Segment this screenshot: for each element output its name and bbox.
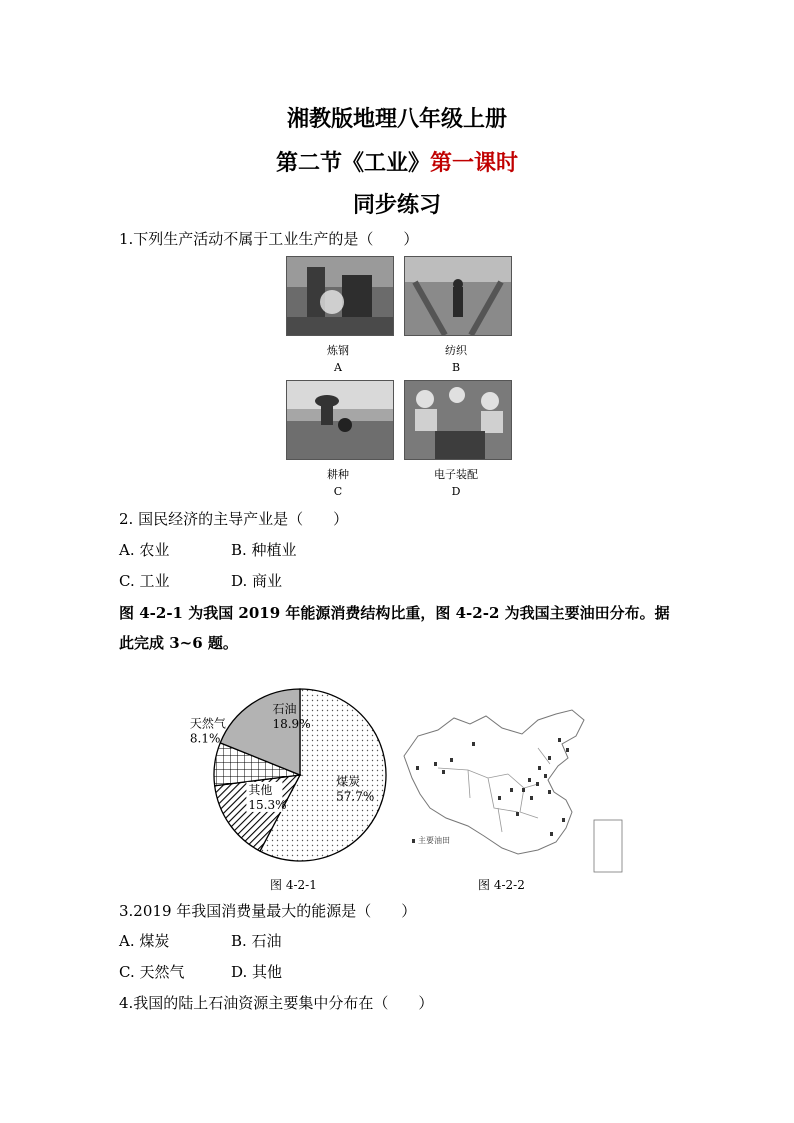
- q2-option-c: C. 工业: [119, 572, 170, 590]
- q3-option-b: B. 石油: [231, 932, 282, 950]
- intro-line-2: 此完成 3~6 题。: [119, 634, 238, 652]
- title-lesson: 第一课时: [430, 150, 519, 176]
- textile-photo: [404, 256, 512, 336]
- electronics-assembly-photo: [404, 380, 512, 460]
- question-4: 4.我国的陆上石油资源主要集中分布在（ ）: [119, 994, 434, 1012]
- question-2: 2. 国民经济的主导产业是（ ）: [119, 510, 349, 528]
- image-c-label: 耕种: [327, 468, 349, 481]
- doc-title-line1: 湘教版地理八年级上册: [286, 106, 507, 132]
- pie-label-其他: 其他: [248, 782, 273, 797]
- pie-value-煤炭: 57.7%: [336, 789, 375, 804]
- pie-label-天然气: 天然气: [189, 716, 226, 731]
- image-a-letter: A: [334, 361, 342, 374]
- farming-photo: [286, 380, 394, 460]
- q3-option-c: C. 天然气: [119, 963, 185, 981]
- pie-value-其他: 15.3%: [248, 797, 287, 812]
- question-3: 3.2019 年我国消费量最大的能源是（ ）: [119, 902, 417, 920]
- image-a-label: 炼钢: [327, 344, 349, 357]
- energy-pie-chart: [160, 678, 400, 878]
- map-legend: 主要油田: [418, 836, 450, 845]
- image-b-label: 纺织: [445, 344, 467, 357]
- q2-option-b: B. 种植业: [231, 541, 297, 559]
- image-d-label: 电子装配: [434, 468, 478, 481]
- q3-option-a: A. 煤炭: [119, 932, 170, 950]
- q2-option-a: A. 农业: [119, 541, 170, 559]
- pie-chart-caption: 图 4-2-1: [270, 878, 317, 892]
- image-c-letter: C: [333, 485, 343, 498]
- pie-value-石油: 18.9%: [272, 717, 311, 732]
- pie-label-石油: 石油: [272, 702, 297, 717]
- steelmaking-photo: [286, 256, 394, 336]
- question-1: 1.下列生产活动不属于工业生产的是（ ）: [119, 230, 419, 248]
- doc-title-line3: 同步练习: [352, 192, 441, 218]
- pie-label-煤炭: 煤炭: [336, 774, 361, 789]
- q2-option-d: D. 商业: [231, 572, 283, 590]
- q3-option-d: D. 其他: [231, 963, 283, 981]
- intro-line-1: 图 4-2-1 为我国 2019 年能源消费结构比重，图 4-2-2 为我国主要油田分布。据: [119, 604, 670, 622]
- pie-value-天然气: 8.1%: [189, 731, 221, 746]
- china-oilfield-map: [398, 708, 630, 878]
- map-caption: 图 4-2-2: [478, 878, 525, 892]
- image-b-letter: B: [451, 361, 461, 374]
- doc-title-line2: [0, 146, 794, 177]
- title-section: 第二节《工业》: [275, 150, 430, 176]
- image-d-letter: D: [451, 485, 461, 498]
